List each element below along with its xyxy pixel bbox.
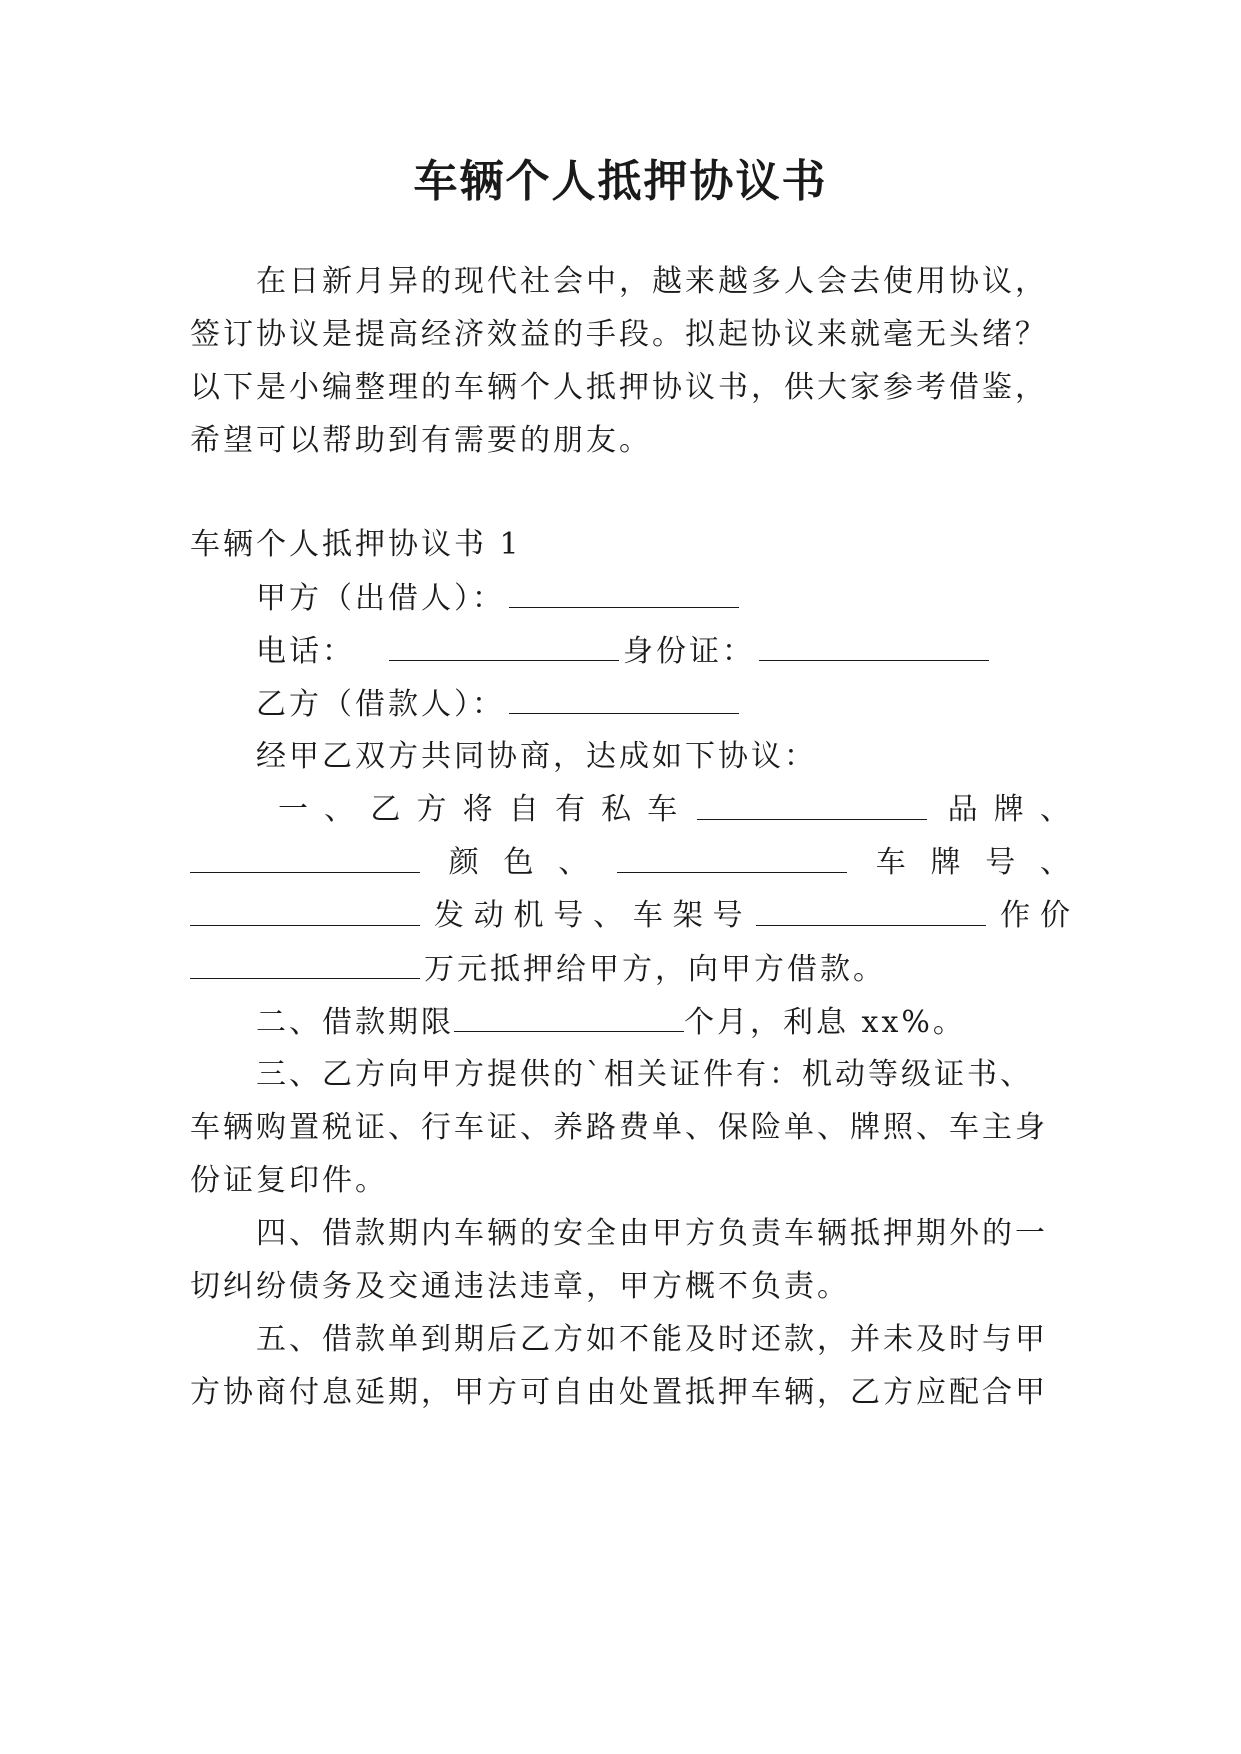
phone-id-row	[256, 622, 1070, 680]
clause-3-line-3: 份证复印件。	[190, 1163, 388, 1198]
consensus-line: 经甲乙双方共同协商，达成如下协议：	[256, 739, 817, 774]
clause-1-char: 、	[1039, 792, 1070, 827]
clause-1-char: 号	[553, 898, 584, 933]
clause-1-char: 自	[508, 792, 539, 827]
loan-term-blank	[454, 993, 684, 1032]
clause-1-char: 车	[875, 845, 906, 880]
clause-1-char: 、	[593, 898, 624, 933]
party-b-label: 乙方（借款人）：	[256, 687, 505, 722]
clause-1-line-4-text: 万元抵押给甲方，向甲方借款。	[424, 952, 886, 987]
intro-line-3: 以下是小编整理的车辆个人抵押协议书，供大家参考借鉴，	[190, 370, 1048, 405]
id-label: 身份证：	[623, 634, 755, 669]
clause-3-line-1: 三、乙方向甲方提供的`相关证件有：机动等级证书、	[256, 1057, 1033, 1092]
phone-blank	[389, 622, 619, 661]
clause-2-suffix: 个月，利息 xx%。	[684, 1005, 966, 1040]
clause-1-char: 、	[1040, 845, 1070, 880]
clause-1-char: 架	[672, 898, 703, 933]
price-blank	[190, 940, 420, 979]
clause-1-char: 作	[1000, 898, 1031, 933]
clause-1-char: 车	[632, 898, 663, 933]
clause-1-char: 、	[324, 792, 355, 827]
clause-1-char: 号	[985, 845, 1016, 880]
clause-1-line-1	[278, 781, 1070, 839]
party-b-blank	[509, 675, 739, 714]
party-a-blank	[509, 569, 739, 608]
phone-label: 电话：	[256, 634, 355, 669]
clause-1-char: 色	[503, 845, 534, 880]
clause-1-char: 颜	[448, 845, 479, 880]
clause-5-line-1: 五、借款单到期后乙方如不能及时还款，并未及时与甲	[256, 1322, 1048, 1357]
id-blank	[759, 622, 989, 661]
clause-1-char: 乙	[370, 792, 401, 827]
clause-4-line-1: 四、借款期内车辆的安全由甲方负责车辆抵押期外的一	[256, 1216, 1048, 1251]
engine-blank	[190, 887, 420, 926]
party-b-row	[256, 675, 1070, 733]
clause-5-line-2: 方协商付息延期，甲方可自由处置抵押车辆，乙方应配合甲	[190, 1375, 1048, 1410]
clause-3-line-2: 车辆购置税证、行车证、养路费单、保险单、牌照、车主身	[190, 1110, 1048, 1145]
clause-1-char: 一	[278, 792, 308, 827]
intro-line-1: 在日新月异的现代社会中，越来越多人会去使用协议，	[256, 264, 1048, 299]
clause-1-char: 有	[554, 792, 585, 827]
intro-line-2: 签订协议是提高经济效益的手段。拟起协议来就毫无头绪？	[190, 317, 1048, 352]
party-a-label: 甲方（出借人）：	[256, 581, 505, 616]
clause-1-line-2	[190, 834, 1070, 892]
intro-line-4: 希望可以帮助到有需要的朋友。	[190, 423, 652, 458]
clause-1-char: 品	[947, 792, 978, 827]
clause-1-char: 将	[462, 792, 493, 827]
clause-1-char: 私	[601, 792, 632, 827]
clause-1-char: 机	[513, 898, 544, 933]
color-blank	[190, 834, 420, 873]
document-title: 车辆个人抵押协议书	[413, 156, 828, 207]
party-a-row	[256, 569, 1070, 627]
plate-blank	[617, 834, 847, 873]
clause-1-char: 、	[558, 845, 589, 880]
clause-1-char: 方	[416, 792, 447, 827]
clause-1-line-4	[190, 940, 1070, 998]
brand-blank	[697, 781, 927, 820]
clause-1-char: 牌	[993, 792, 1024, 827]
clause-1-line-3	[190, 887, 1070, 945]
clause-1-char: 价	[1039, 898, 1070, 933]
frame-blank	[756, 887, 986, 926]
clause-2-prefix: 二、借款期限	[256, 1005, 454, 1040]
clause-1-char: 动	[473, 898, 504, 933]
clause-4-line-2: 切纠纷债务及交通违法违章，甲方概不负责。	[190, 1269, 850, 1304]
clause-1-char: 号	[712, 898, 743, 933]
clause-1-char: 发	[433, 898, 464, 933]
clause-1-char: 车	[647, 792, 678, 827]
section-title: 车辆个人抵押协议书 1	[190, 527, 522, 562]
clause-2	[256, 993, 1070, 1051]
clause-1-char: 牌	[930, 845, 961, 880]
